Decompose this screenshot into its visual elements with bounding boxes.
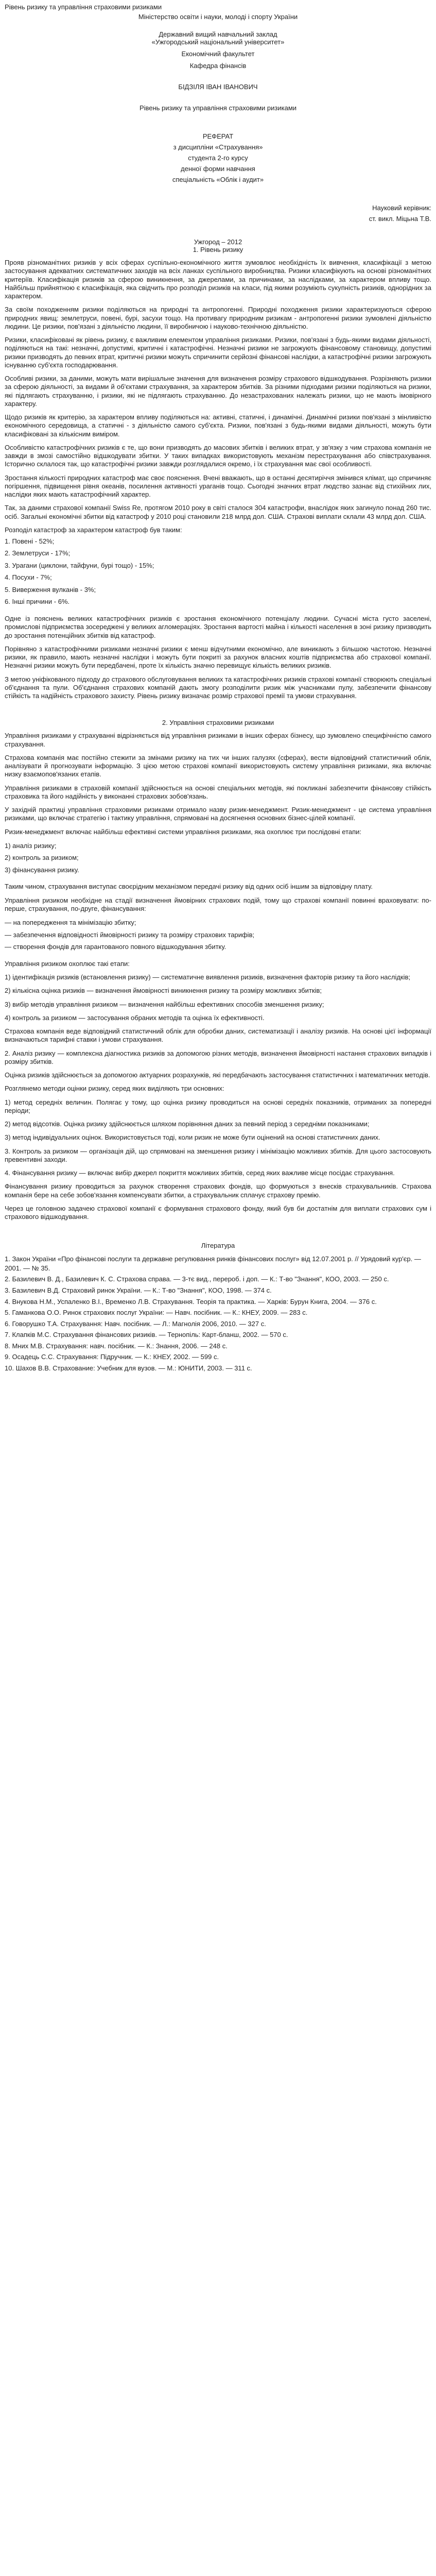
specialty-line: спеціальність «Облік і аудит» (172, 176, 264, 183)
paragraph: 1) метод середніх величин. Полягає у тому, що оцінка ризику проводиться на основі середніх показників, отриманих за попередні періоди; (5, 1098, 431, 1114)
literature-item: 9. Осадець С.С. Страхування: Підручник. — К.: КНЕУ, 2002. — 599 с. (5, 1353, 219, 1361)
paragraph: 1) ідентифікація ризиків (встановлення ризику) — систематичне виявлення ризиків, визначення факторів ризику та його наслідків; (5, 973, 411, 981)
paragraph: 3) метод індивідуальних оцінок. Використовується тоді, коли ризик не може бути оцінений на основі статистичних даних. (5, 1133, 380, 1142)
literature-item: 7. Клапків М.С. Страхування фінансових ризиків. — Тернопіль: Карт-бланш, 2002. — 570 с. (5, 1331, 288, 1339)
literature-item: 1. Закон України «Про фінансові послуги та державне регулювання ринків фінансових послуг» від 12.07.2001 р. // Урядовий кур'єр. — 2001. — № 35. (5, 1255, 421, 1272)
list-item: — створення фондів для гарантованого повного відшкодування збитку. (5, 943, 226, 951)
literature-item: 6. Говорушко Т.А. Страхування: Навч. посібник. — Л.: Магнолія 2006, 2010. — 327 с. (5, 1319, 266, 1328)
student-line: студента 2-го курсу (188, 154, 248, 162)
paragraph: 2) метод відсотків. Оцінка ризику здійснюється шляхом порівняння даних за певний період з середніми показниками; (5, 1120, 370, 1128)
list-item: 2. Землетруси - 17%; (5, 549, 71, 557)
paragraph: Зростання кількості природних катастроф має своє пояснення. Вчені вважають, що в останні десятиріччя змінився клімат, що спричиняє погіршення, підвищення рівня океанів, посилення активності ураганів тощо. Сьогодні значних втрат людство зазнає від стихійних лих, наслідки яких мають катастрофічний характер. (5, 473, 431, 498)
paragraph: Особливістю катастрофічних ризиків є те, що вони призводять до масових збитків і великих втрат, у зв'язку з чим страхова компанія не завжди в змозі самостійно відшкодувати збитки. У таких випадках використовують механізм перестрахування або співстрахування. Історично склалося так, що катастрофічні ризики завжди розглядалися окремо, і їх страхування має свої особливості. (5, 443, 431, 468)
literature-item: 2. Базилевич В. Д., Базилевич К. С. Страхова справа. — 3-тє вид., перероб. і доп. — К.: Т-во "Знання", КОО, 2003. — 250 с. (5, 1275, 389, 1283)
author-name: БІДЗІЛЯ ІВАН ІВАНОВИЧ (178, 83, 258, 91)
literature-item: 5. Гаманкова О.О. Ринок страхових послуг України: — Навч. посібник. — К.: КНЕУ, 2009. — 283 с. (5, 1309, 308, 1317)
paragraph: Ризик-менеджмент включає найбільш ефективні системи управління ризиками, яка охоплює три послідовні етапи: (5, 827, 362, 836)
topic-line: Рівень ризику та управління страховими ризиками (139, 104, 297, 112)
paragraph: 2) кількісна оцінка ризиків — визначення ймовірності виникнення ризику та розміру можливих збитків; (5, 987, 322, 995)
paragraph: Управління ризиками у страхуванні відрізняється від управління ризиками в інших сферах бізнесу, що зумовлено специфічністю самого страхування. (5, 732, 431, 748)
document-page (0, 3, 436, 2576)
paragraph: Ризики, класифіковані як рівень ризику, є важливим елементом управління ризиками. Ризики, пов'язані з будь-якими видами діяльності, поділяються на такі: незначні, допустимі, критичні і катастрофічні. Незначні ризики не загрожують фінансовому становищу, допустимі ризики призводять до певних втрат, критичні ризики можуть спричинити серйозні фінансові наслідки, а катастрофічні ризики загрожують існуванню суб'єкта господарювання. (5, 336, 431, 369)
paragraph: Управління ризиком охоплює такі етапи: (5, 959, 130, 968)
paragraph: Фінансування ризику проводиться за рахунок створення страхових фондів, що формуються з внесків страхувальників. Страхова компанія бере на себе зобов'язання компенсувати збитки, а страхувальник сплачує страхову премію. (5, 1182, 431, 1199)
paragraph: Страхова компанія веде відповідний статистичний облік для обробки даних, систематизації і аналізу ризиків. На основі цієї інформації визначаються тарифні ставки і умови страхування. (5, 1027, 431, 1044)
paragraph: Особливі ризики, за даними, можуть мати вирішальне значення для визначення розміру страхового відшкодування. Розрізняють ризики за сферою діяльності, за видами й об'єктами страхування, за характером збитків. За різними підходами ризики поділяються на ризики, які підлягають страхуванню, і ризики, які не підлягають страхуванню. До незастрахованих належать ризики, що не мають імовірного характеру. (5, 375, 431, 408)
paragraph: 3) вибір методів управління ризиком — визначення найбільш ефективних способів зменшення ризику; (5, 1000, 324, 1008)
paragraph: Оцінка ризиків здійснюється за допомогою актуарних розрахунків, які передбачають застосування статистичних і математичних методів. (5, 1071, 430, 1079)
literature-heading: Література (201, 1242, 235, 1250)
paragraph: Страхова компанія має постійно стежити за змінами ризику на тих чи інших галузях (сферах), вести відповідний статистичний облік, аналізувати й прогнозувати інформацію. З цією метою страхові компанії використовують систему управління ризиками, яка включає низку взаємопов'язаних етапів. (5, 753, 431, 778)
paragraph: 4) контроль за ризиком — застосування обраних методів та оцінка їх ефективності. (5, 1013, 265, 1022)
section-1-heading: 1. Рівень ризику (193, 246, 243, 253)
paragraph: 4. Фінансування ризику — включає вибір джерел покриття можливих збитків, серед яких важливе місце посідає страхування. (5, 1169, 395, 1177)
paragraph: Одне із пояснень великих катастрофічних ризиків є зростання економічного потенціалу людини. Сучасні міста густо заселені, промислові підприємства зосереджені у великих агломераціях. Зростання вартості майна і кількості населення в зоні ризику призводить до зростання потенційних збитків від катастроф. (5, 615, 431, 639)
list-item: 4. Посухи - 7%; (5, 573, 52, 582)
paragraph: Управління ризиками в страховій компанії здійснюється на основі спеціальних методів, які покликані забезпечити фінансову стійкість страховика та його надійність у виконанні страхових зобов'язань. (5, 784, 431, 800)
list-item: 6. Інші причини - 6%. (5, 598, 70, 606)
paragraph: Щодо ризиків як критерію, за характером впливу поділяються на: активні, статичні, і динамічні. Динамічні ризики пов'язані з мінливістю економічного середовища, а статичні - з діяльністю самого суб'єкта. Ризики, пов'язані з будь-якими видами діяльності, можуть бути класифіковані за кількісним виміром. (5, 413, 431, 438)
bullets-list (0, 918, 436, 952)
city-year: Ужгород – 2012 (194, 238, 242, 246)
list-item: 5. Виверження вулканів - 3%; (5, 585, 96, 594)
paragraph: Розглянемо методи оцінки ризику, серед яких виділяють три основних: (5, 1084, 224, 1093)
section-2-heading: 2. Управління страховими ризиками (162, 719, 274, 727)
list-item: — на попередження та мінімізацію збитку; (5, 919, 136, 927)
paragraph: З метою уніфікованого підходу до страхового обслуговування великих та катастрофічних ризиків страхові компанії створюють спеціальні об'єднання та пули. Об'єднання страхових компаній дають змогу розподілити ризик між учасниками пулу, забезпечити фінансову стійкість та надійність страхового захисту. Рівень ризику визначає розмір страхової премії та умови страхування. (5, 675, 431, 700)
paragraph: Управління ризиком необхідне на стадії визначення ймовірних страхових подій, тому що страхові компанії повинні враховувати: по-перше, страхування, по-друге, фінансування: (5, 896, 431, 912)
literature-item: 8. Мних М.В. Страхування: навч. посібник. — К.: Знання, 2006. — 248 с. (5, 1342, 228, 1350)
list-item: — забезпечення відповідності ймовірності ризику та розміру страхових тарифів; (5, 930, 255, 939)
paragraph: Прояв різноманітних ризиків у всіх сферах суспільно-економічного життя зумовлює необхідність їх вивчення, класифікації з метою застосування адекватних систематичних заходів на всіх ланках суспільного виробництва. Ризики класифікують на основі різноманітних критеріїв. Класифікація ризиків за сферою виникнення, за джерелами, за причинами, за наслідками, за характером впливу тощо. Найбільш прийнятною є класифікація, яка свідчить про розподіл ризиків на класи, під якими розуміють сукупність ризиків, однорідних за характером. (5, 259, 431, 300)
paragraph: 2. Аналіз ризику — комплексна діагностика ризиків за допомогою різних методів, визначення ймовірності настання страхових випадків і розміру збитків. (5, 1049, 431, 1065)
literature-list (0, 1255, 436, 1372)
university-line: «Ужгородський національний університет» (151, 38, 285, 46)
discipline-line: з дисципліни «Страхування» (173, 143, 263, 151)
supervisor-name: ст. викл. Міцьна Т.В. (369, 215, 431, 223)
faculty-line: Економічний факультет (181, 50, 255, 58)
list-caption: Розподіл катастроф за характером катастроф був таким: (5, 526, 182, 534)
paragraph: Так, за даними страхової компанії Swiss Re, протягом 2010 року в світі сталося 304 катастрофи, внаслідок яких загинуло понад 260 тис. осіб. Загальні економічні збитки від катастроф у 2010 році становили 218 млрд дол. США. Страхові виплати склали 43 млрд дол. США. (5, 504, 431, 520)
ministry-line: Міністерство освіти і науки, молоді і спорту України (138, 13, 298, 21)
form-line: денної форми навчання (181, 165, 255, 173)
paragraph: Порівняно з катастрофічними ризиками незначні ризики є менш відчутними економічно, але виникають з більшою частотою. Незначні ризики, як правило, мають незначні наслідки і можуть бути покриті за рахунок власних коштів підприємства або страхової компанії. Незначні ризики можуть бути передбачені, проте їх кількість значно перевищує кількість великих ризиків. (5, 645, 431, 670)
list-item: 1. Повені - 52%; (5, 537, 55, 545)
steps-list (0, 841, 436, 875)
literature-item: 3. Базилевич В.Д. Страховий ринок України. — К.: Т-во "Знання", КОО, 1998. — 374 с. (5, 1286, 272, 1294)
list-item: 1) аналіз ризику; (5, 841, 57, 850)
paragraph: За своїм походженням ризики поділяються на природні та антропогенні. Природні походження ризики характеризуються сферою природних явищ: землетруси, повені, бурі, засухи тощо. На противагу природним ризикам - антропогенні ризики зумовлені діяльністю людини. Це ризики, пов'язані з діяльністю людини, її виробничою і науково-технічною діяльністю. (5, 306, 431, 330)
paragraph: Через це головною задачею страхової компанії є формування страхового фонду, який був би достатнім для виплати страхових сум і страхового відшкодування. (5, 1204, 431, 1221)
paragraph: 3. Контроль за ризиком — організація дій, що спрямовані на зменшення ризику і мінімізацію можливих збитків. Для цього застосовують превентивні заходи. (5, 1147, 431, 1163)
list-item: 2) контроль за ризиком; (5, 854, 79, 862)
literature-item: 4. Внукова Н.М., Успаленко В.І., Временко Л.В. Страхування. Теорія та практика. — Харків: Бурун Книга, 2004. — 376 с. (5, 1297, 377, 1306)
literature-item: 10. Шахов В.В. Страхование: Учебник для вузов. — М.: ЮНИТИ, 2003. — 311 с. (5, 1364, 252, 1372)
catastrophe-list (0, 537, 436, 606)
department-line: Кафедра фінансів (189, 62, 247, 70)
list-item: 3. Урагани (циклони, тайфуни, бурі тощо) - 15%; (5, 561, 154, 569)
paragraph: У західній практиці управління страховими ризиками отримало назву ризик-менеджмент. Ризик-менеджмент - це система управління ризиками, що включає стратегію і тактику управління, спрямовані на досягнення основних бізнес-цілей компанії. (5, 806, 431, 822)
doc-type: РЕФЕРАТ (202, 132, 234, 140)
document-title: Рівень ризику та управління страховими ризиками (5, 3, 162, 11)
paragraph: Таким чином, страхування виступає своєрідним механізмом передачі ризику від одних осіб іншим за відповідну плату. (5, 883, 373, 891)
supervisor-label: Науковий керівник: (372, 204, 431, 212)
list-item: 3) фінансування ризику. (5, 866, 79, 874)
institution-line: Державний вищий навчальний заклад (159, 30, 277, 38)
